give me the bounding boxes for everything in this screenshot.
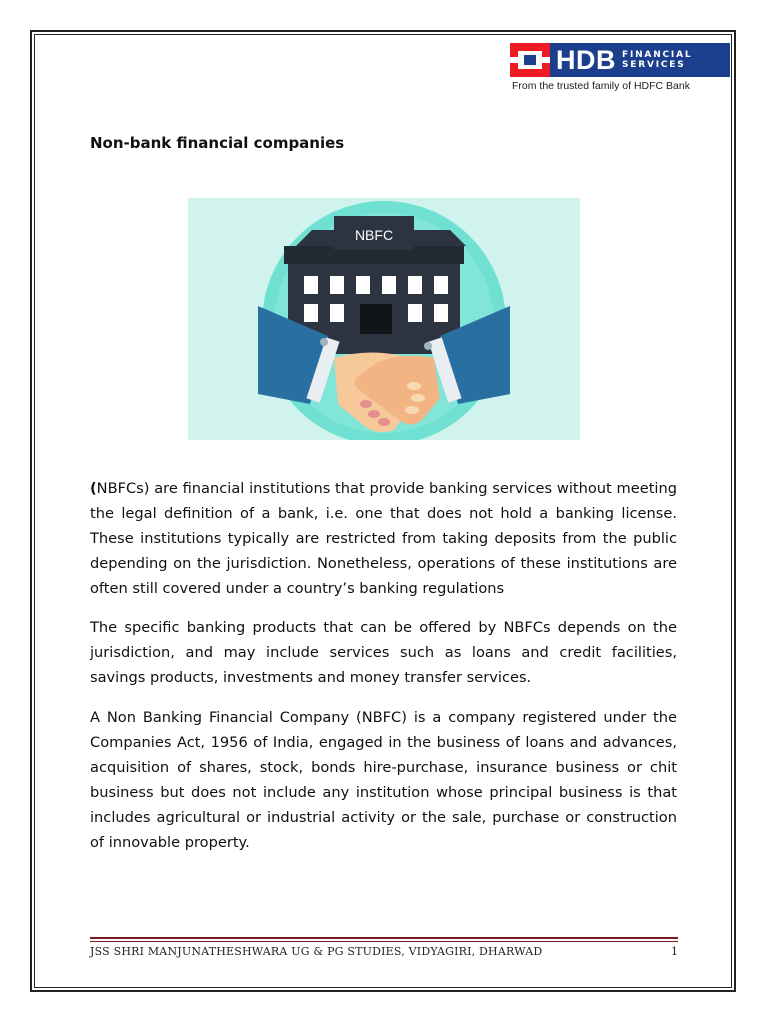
nbfc-sign: NBFC: [354, 227, 394, 243]
logo-tagline: From the trusted family of HDFC Bank: [512, 80, 690, 92]
page-heading: Non-bank financial companies: [90, 134, 345, 152]
paragraph-products: The specific banking products that can be offered by NBFCs depends on the jurisdiction, and may include services such as loans and credit facilities, savings products, investments and money transfer services.: [90, 619, 677, 686]
footer-rule-thin: [90, 941, 678, 942]
logo-brand: HDB: [556, 44, 616, 75]
paragraph-definition: A Non Banking Financial Company (NBFC) is a company registered under the Companies Act, 1956 of India, engaged in the business of loans and advances, acquisition of shares, stock, bonds hire-purchase, insurance business or chit business but does not include any institution whose principal business is that includes agricultural or industrial activity or the sale, purchase or construction of innovable property.: [90, 709, 677, 851]
paragraph-intro: (NBFCs) are financial institutions that provide banking services without meeting the legal definition of a bank, i.e. one that does not hold a banking license. These institutions typically are restricted from taking deposits from the public depending on the jurisdiction. Nonetheless, operations of these institutions are often still covered under a country’s banking regulations: [90, 480, 677, 597]
nbfc-illustration: [188, 198, 580, 440]
hdfc-mark-icon: [510, 43, 550, 77]
page-number: 1: [671, 945, 678, 958]
footer-institution: JSS SHRI MANJUNATHESHWARA UG & PG STUDIES, VIDYAGIRI, DHARWAD: [90, 945, 543, 958]
hdb-logo: [510, 43, 730, 95]
footer-rule: [90, 937, 678, 939]
logo-subtitle: FINANCIAL SERVICES: [622, 50, 693, 70]
